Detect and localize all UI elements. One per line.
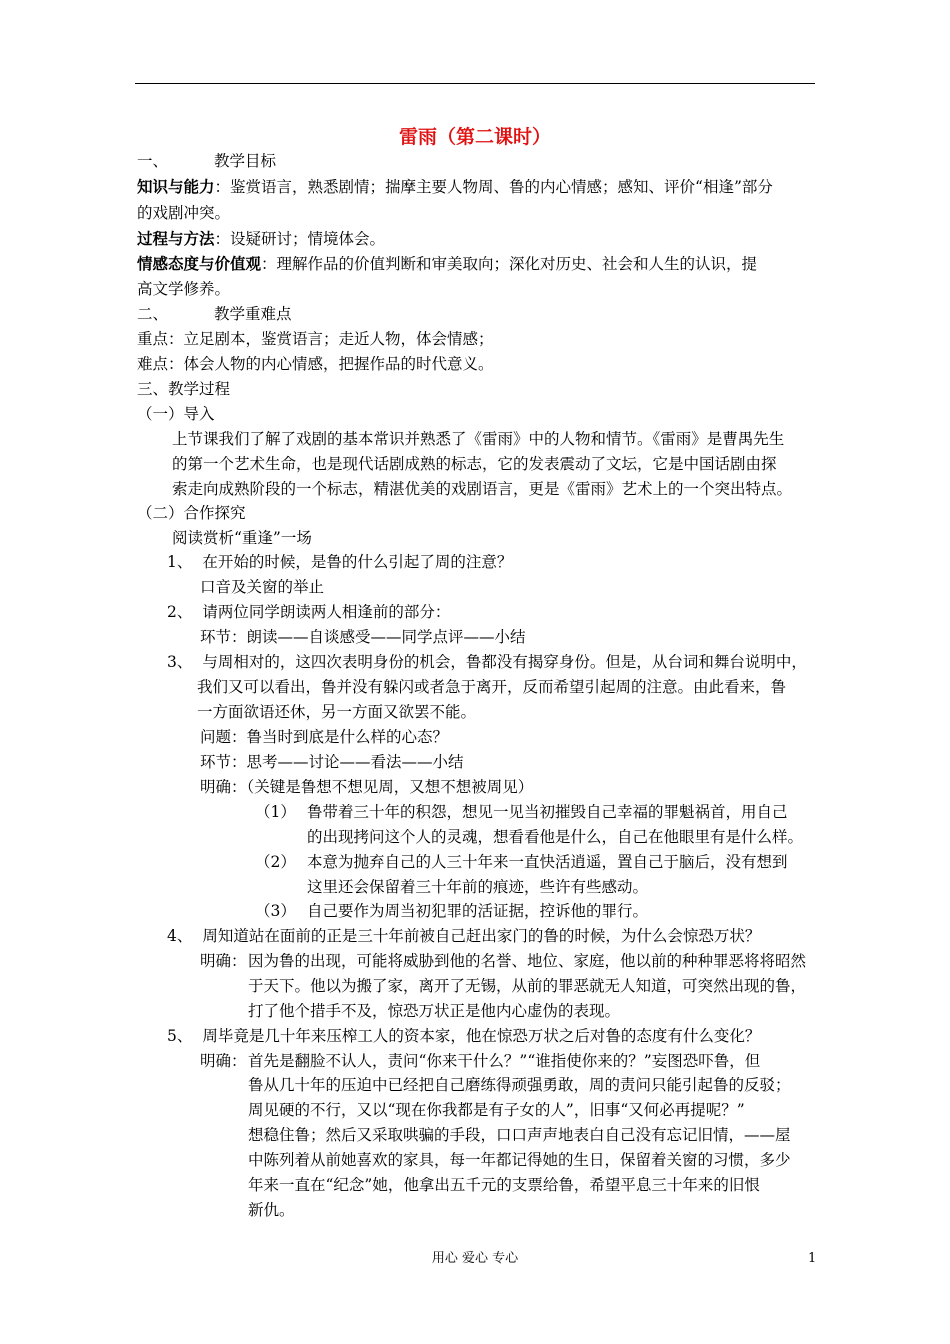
header-rule (135, 83, 815, 84)
page-number: 1 (808, 1251, 817, 1266)
question-5-number: 5、 (167, 1027, 193, 1045)
question-3 (167, 652, 807, 672)
part-2-heading: （二）合作探究 (137, 504, 246, 522)
question-2 (167, 602, 450, 622)
section-2-heading (137, 304, 292, 324)
question-1 (167, 552, 512, 572)
question-2-number: 2、 (167, 603, 193, 621)
question-2-text: 请两位同学朗读两人相逢前的部分： (202, 603, 451, 621)
point-number: （2） (255, 853, 296, 871)
goal-process-text: ：设疑研讨；情境体会。 (214, 230, 386, 248)
section-3-heading: 三、教学过程 (137, 380, 231, 398)
question-4-answer-line: 于天下。他以为搬了家，离开了无锡，从前的罪恶就无人知道，可突然出现的鲁， (248, 977, 807, 995)
question-3-line: 与周相对的，这四次表明身份的机会，鲁都没有揭穿身份。但是，从台词和舞台说明中， (202, 653, 807, 671)
intro-line: 索走向成熟阶段的一个标志，精湛优美的戏剧语言，更是《雷雨》艺术上的一个突出特点。 (172, 480, 793, 498)
point-number: （3） (255, 902, 296, 920)
section-2-number: 二、 (137, 305, 169, 323)
point-2-line: 这里还会保留着三十年前的痕迹，些许有些感动。 (307, 878, 649, 896)
question-5 (167, 1026, 760, 1046)
goal-knowledge-cont: 的戏剧冲突。 (137, 204, 231, 222)
point-1 (255, 802, 304, 822)
point-2-line: 本意为抛弃自己的人三十年来一直快活逍遥，置自己于脑后，没有想到 (307, 853, 788, 871)
question-5-answer-line: 鲁从几十年的压迫中已经把自己磨练得顽强勇敢，周的责问只能引起鲁的反驳； (248, 1076, 791, 1094)
question-5-answer-line: 年来一直在“纪念”她，他拿出五千元的支票给鲁，希望平息三十年来的旧恨 (248, 1176, 760, 1194)
question-5-answer-line: 周见硬的不行，又以“现在你我都是有子女的人”，旧事“又何必再提呢？” (248, 1101, 745, 1119)
point-3-line: 自己要作为周当初犯罪的活证据，控诉他的罪行。 (307, 902, 649, 920)
question-3-step: 环节：思考——讨论——看法——小结 (200, 753, 464, 771)
goal-process-label: 过程与方法 (137, 230, 215, 248)
key-point: 重点：立足剧本，鉴赏语言；走近人物，体会情感； (137, 330, 494, 348)
question-5-answer-line: 中陈列着从前她喜欢的家具，每一年都记得她的生日，保留着关窗的习惯，多少 (248, 1151, 791, 1169)
section-1-number: 一、 (137, 152, 169, 170)
intro-line: 的第一个艺术生命，也是现代话剧成熟的标志，它的发表震动了文坛，它是中国话剧由探 (172, 455, 777, 473)
question-2-answer: 环节：朗读——自谈感受——同学点评——小结 (200, 628, 526, 646)
point-3 (255, 901, 296, 921)
question-3-line: 我们又可以看出，鲁并没有躲闪或者急于离开，反而希望引起周的注意。由此看来，鲁 (197, 678, 787, 696)
point-1-line: 的出现拷问这个人的灵魂，想看看他是什么，自己在他眼里有是什么样。 (307, 828, 804, 846)
question-3-problem: 问题：鲁当时到底是什么样的心态？ (200, 728, 449, 746)
goal-emotion-label: 情感态度与价值观 (137, 255, 262, 273)
section-2-label: 教学重难点 (214, 305, 292, 323)
question-3-number: 3、 (167, 653, 193, 671)
question-5-answer-line: 新仇。 (248, 1201, 295, 1219)
reading-heading: 阅读赏析“重逢”一场 (172, 529, 312, 547)
goal-process (137, 229, 385, 249)
goal-knowledge (137, 177, 773, 197)
point-1-line: 鲁带着三十年的积怨，想见一见当初摧毁自己幸福的罪魁祸首，用自己 (307, 803, 788, 821)
question-4-text: 周知道站在面前的正是三十年前被自己赶出家门的鲁的时候，为什么会惊恐万状？ (202, 927, 761, 945)
goal-knowledge-text: ：鉴赏语言，熟悉剧情；揣摩主要人物周、鲁的内心情感；感知、评价“相逢”部分 (214, 178, 773, 196)
question-5-answer-line: 想稳住鲁；然后又采取哄骗的手段，口口声声地表白自己没有忘记旧情，——屋 (248, 1126, 791, 1144)
question-3-clarify: 明确：（关键是鲁想不想见周，又想不想被周见） (200, 778, 534, 796)
question-5-clarify-label: 明确： (200, 1052, 247, 1070)
page-title: 雷雨（第二课时） (398, 126, 551, 148)
point-2 (255, 852, 296, 872)
question-4 (167, 926, 760, 946)
section-1-label: 教学目标 (214, 152, 277, 170)
goal-emotion (137, 254, 757, 274)
part-1-heading: （一）导入 (137, 405, 215, 423)
question-4-answer-line: 打了他个措手不及，惊恐万状正是他内心虚伪的表现。 (248, 1002, 621, 1020)
question-5-answer-line: 首先是翻脸不认人，责问“你来干什么？”“谁指使你来的？”妄图恐吓鲁，但 (248, 1052, 761, 1070)
goal-knowledge-label: 知识与能力 (137, 178, 215, 196)
difficult-point: 难点：体会人物的内心情感，把握作品的时代意义。 (137, 355, 494, 373)
footer-motto: 用心 爱心 专心 (431, 1251, 519, 1266)
question-5-text: 周毕竟是几十年来压榨工人的资本家，他在惊恐万状之后对鲁的态度有什么变化？ (202, 1027, 761, 1045)
goal-emotion-cont: 高文学修养。 (137, 280, 231, 298)
question-4-number: 4、 (167, 927, 193, 945)
question-3-line: 一方面欲语还休，另一方面又欲罢不能。 (197, 703, 477, 721)
point-number: （1） (255, 803, 296, 821)
section-1-heading (137, 151, 276, 171)
question-1-number: 1、 (167, 553, 193, 571)
goal-emotion-text: ：理解作品的价值判断和审美取向；深化对历史、社会和人生的认识，提 (261, 255, 758, 273)
question-1-answer: 口音及关窗的举止 (200, 578, 325, 596)
question-4-clarify-label: 明确： (200, 952, 247, 970)
question-4-answer-line: 因为鲁的出现，可能将威胁到他的名誉、地位、家庭，他以前的种种罪恶将将昭然 (248, 952, 807, 970)
intro-line: 上节课我们了解了戏剧的基本常识并熟悉了《雷雨》中的人物和情节。《雷雨》是曹禺先生 (172, 430, 785, 448)
question-1-text: 在开始的时候，是鲁的什么引起了周的注意？ (202, 553, 513, 571)
